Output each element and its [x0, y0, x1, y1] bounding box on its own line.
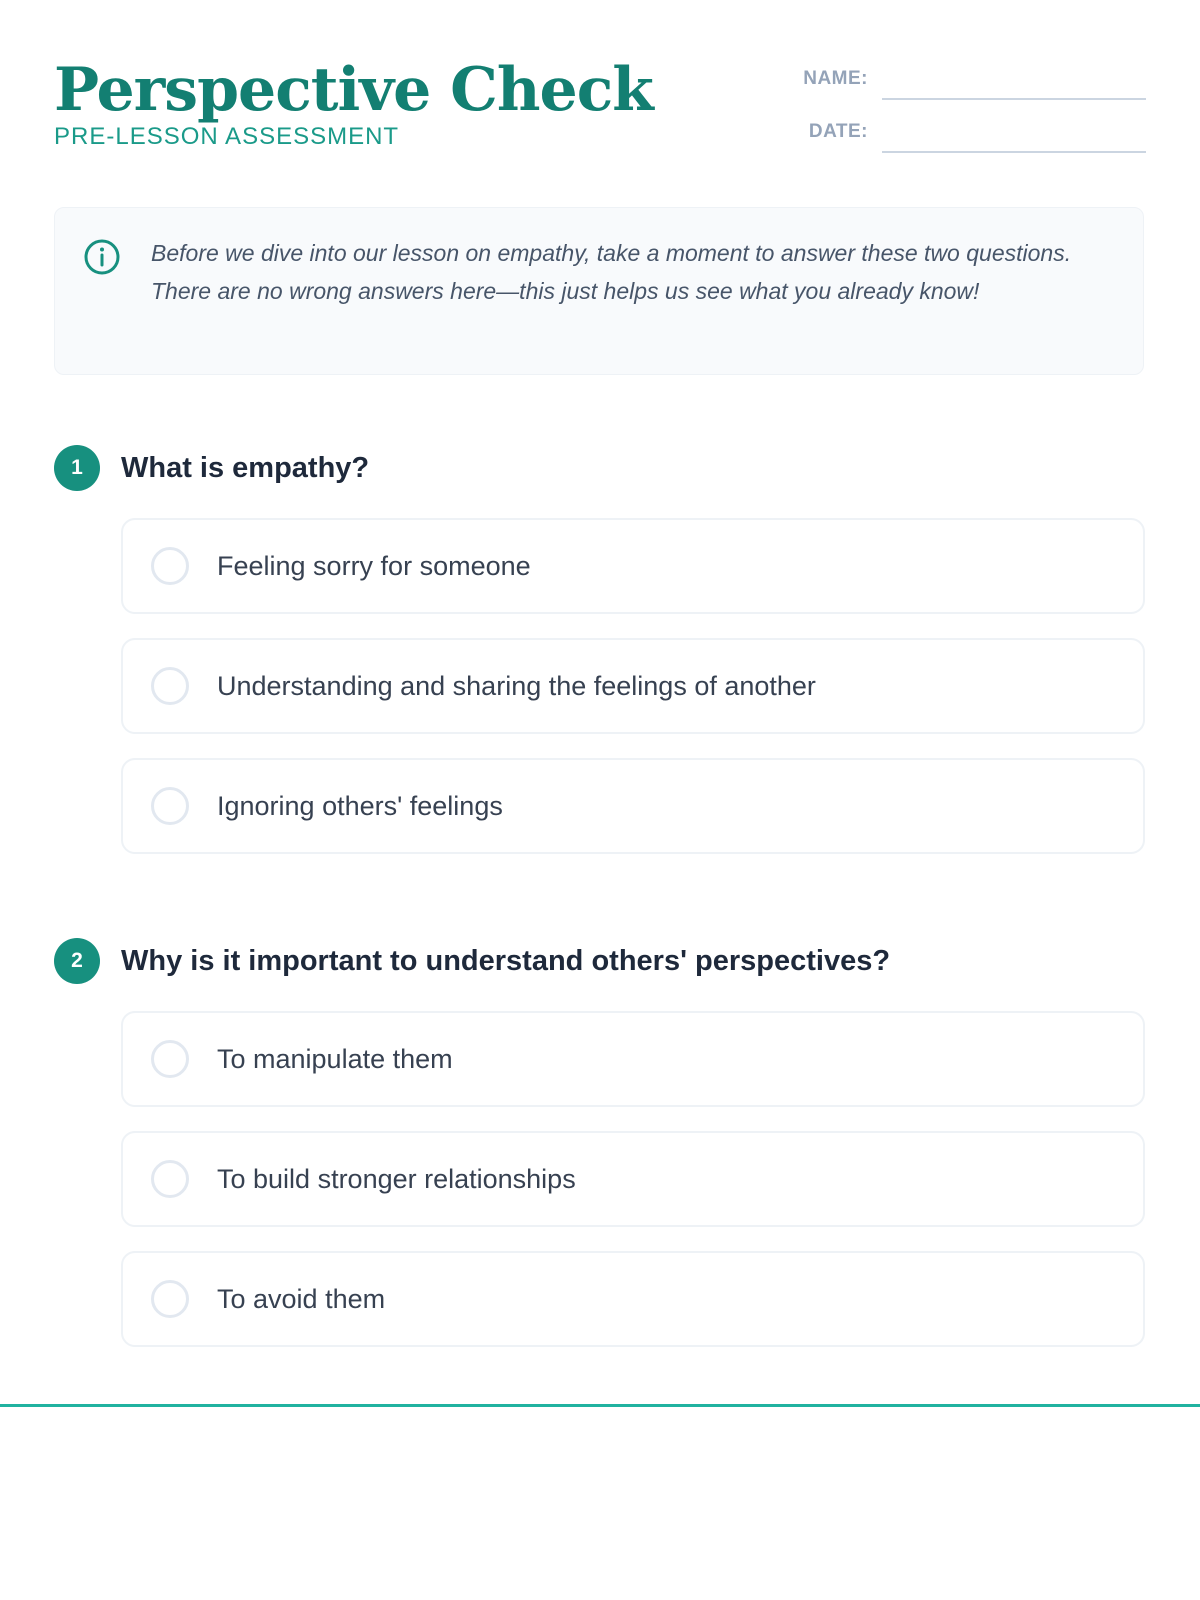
- answer-label: Feeling sorry for someone: [217, 551, 531, 581]
- instructions-text: Before we dive into our lesson on empathy, take a moment to answer these two questions. There are no wrong answers here—this just helps us see what you already know!: [151, 240, 1072, 304]
- date-label: DATE:: [808, 121, 868, 142]
- name-field-row: [740, 60, 1146, 100]
- bottom-divider: [0, 1404, 1200, 1407]
- page-subtitle: PRE-LESSON ASSESSMENT: [54, 123, 400, 150]
- radio-button[interactable]: [151, 1040, 189, 1078]
- answer-option[interactable]: [121, 758, 1145, 854]
- question-header: [54, 933, 1146, 983]
- answer-label: Understanding and sharing the feelings of another: [217, 671, 816, 701]
- date-input-line[interactable]: [882, 151, 1146, 153]
- radio-button[interactable]: [151, 1160, 189, 1198]
- answer-label: To build stronger relationships: [217, 1164, 576, 1194]
- radio-button[interactable]: [151, 547, 189, 585]
- worksheet-header: [54, 0, 1146, 200]
- answer-option[interactable]: [121, 1131, 1145, 1227]
- answer-option[interactable]: [121, 638, 1145, 734]
- instructions-box: [54, 207, 1144, 375]
- answer-option[interactable]: [121, 518, 1145, 614]
- answer-label: Ignoring others' feelings: [217, 791, 503, 821]
- question-number-badge: 1: [54, 445, 100, 491]
- question-text: Why is it important to understand others' perspectives?: [121, 945, 891, 977]
- question-2: [54, 933, 1146, 1314]
- question-header: [54, 440, 1146, 490]
- name-label: NAME:: [803, 68, 868, 89]
- question-number-badge: 2: [54, 938, 100, 984]
- question-1: [54, 440, 1146, 821]
- radio-button[interactable]: [151, 787, 189, 825]
- name-input-line[interactable]: [882, 98, 1146, 100]
- question-text: What is empathy?: [121, 452, 370, 484]
- radio-button[interactable]: [151, 1280, 189, 1318]
- answer-option[interactable]: [121, 1251, 1145, 1347]
- answer-option[interactable]: [121, 1011, 1145, 1107]
- answer-options: [121, 518, 1145, 878]
- radio-button[interactable]: [151, 667, 189, 705]
- date-field-row: [740, 113, 1146, 153]
- answer-label: To avoid them: [217, 1284, 386, 1314]
- answer-label: To manipulate them: [217, 1044, 453, 1074]
- page-title: Perspective Check: [54, 55, 653, 125]
- worksheet-page: [54, 0, 1146, 1314]
- answer-options: [121, 1011, 1145, 1371]
- info-icon: [83, 238, 121, 276]
